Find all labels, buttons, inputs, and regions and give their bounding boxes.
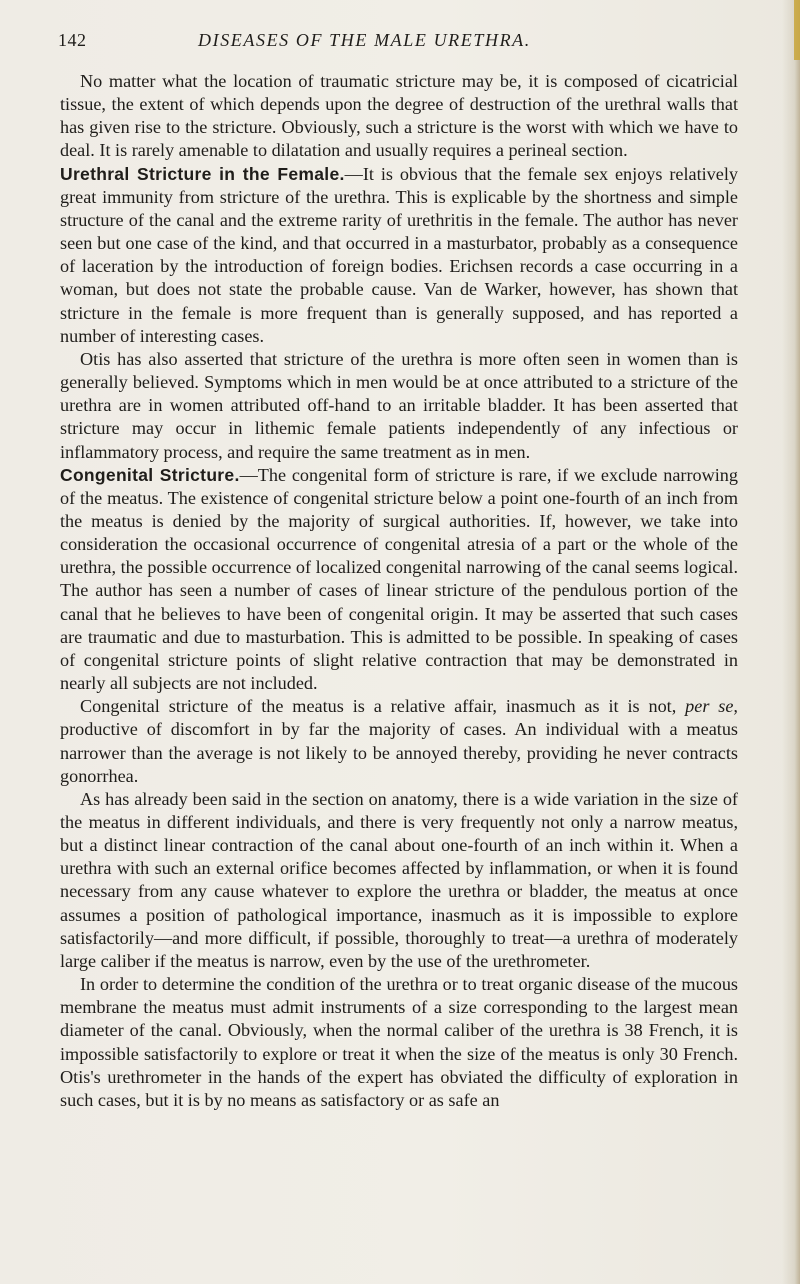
paragraph-congenital-stricture xyxy=(60,464,738,696)
paragraph-text: —The congenital form of stricture is rare, if we exclude narrowing of the meatus. The existence of congenital stricture below a point one-fourth of an inch from the meatus is denied by the majority of surgical authorities. If, however, we take into consideration the occasional occurrence of congenital atresia of a part or the whole of the urethra, the possible occurrence of localized congenital narrowing of the canal seems logical. The author has seen a number of cases of linear stricture of the pendulous portion of the canal that he believes to have been of congenital origin. It may be asserted that such cases are traumatic and due to masturbation. This is admitted to be possible. In speaking of cases of congenital stricture points of slight relative contraction that may be demonstrated in nearly all subjects are not included. xyxy=(60,464,738,694)
paragraph-text: Otis has also asserted that stricture of the urethra is more often seen in women than is generally believed. Symptoms which in men would be at once attributed to a stricture of the urethra are in women attributed off-hand to an irritable bladder. It has been asserted that stricture may occur in lithemic female patients independently of any infectious or inflammatory process, and require the same treatment as in men. xyxy=(60,348,738,462)
paragraph-meatus-variation xyxy=(60,788,738,973)
paragraph-text: Congenital stricture of the meatus is a relative affair, inasmuch as it is not, xyxy=(80,696,686,717)
paragraph-meatus-relative xyxy=(60,695,738,788)
paragraph-text: As has already been said in the section on anatomy, there is a wide variation in the size of the meatus in different individuals, and there is very frequently not only a narrow meatus, but a distinct linear contraction of the canal about one-fourth of an inch within it. When a urethra with such an external orifice becomes affected by inflammation, or when it is found necessary from any cause whatever to explore the urethra or bladder, the meatus at once assumes a position of pathological importance, inasmuch as it is impossible to explore satisfactorily—and more difficult, if possible, thoroughly to treat—a urethra of moderately large caliber if the meatus is narrow, even by the use of the urethrometer. xyxy=(60,788,738,971)
italic-phrase: per se, xyxy=(685,696,738,717)
section-heading-female: Urethral Stricture in the Female. xyxy=(60,163,345,184)
paragraph-traumatic-stricture xyxy=(60,70,738,163)
paragraph-otis xyxy=(60,348,738,464)
page-edge-shadow xyxy=(782,0,800,1284)
paragraph-text: productive of discomfort in by far the majority of cases. An individual with a meatus narrower than the average is not likely to be annoyed thereby, providing he never contracts gonorrhea. xyxy=(60,719,738,786)
page-header xyxy=(58,30,734,56)
paragraph-text: In order to determine the condition of the urethra or to treat organic disease of the mucous membrane the meatus must admit instruments of a size corresponding to the largest mean diameter of the canal. Obviously, when the normal caliber of the urethra is 38 French, it is impossible satisfactorily to explore or treat it when the size of the meatus is only 30 French. Otis's urethrometer in the hands of the expert has obviated the difficulty of exploration in such cases, but it is by no means as satisfactory or as safe an xyxy=(60,974,738,1110)
page-edge-mark xyxy=(794,0,800,60)
running-head: DISEASES OF THE MALE URETHRA. xyxy=(198,30,531,50)
paragraph-text: —It is obvious that the female sex enjoys relatively great immunity from stricture of the urethra. This is explicable by the shortness and simple structure of the canal and the extreme rarity of urethritis in the female. The author has never seen but one case of the kind, and that occurred in a masturbator, probably as a consequence of laceration by the introduction of foreign bodies. Erichsen records a case occurring in a woman, but does not state the probable cause. Van de Warker, however, has shown that stricture in the female is more frequent than is generally supposed, and has reported a number of interesting cases. xyxy=(60,163,738,346)
paragraph-caliber xyxy=(60,973,738,1112)
paragraph-text: No matter what the location of traumatic stricture may be, it is composed of cicatricial tissue, the extent of which depends upon the degree of destruction of the urethral walls that has given rise to the stricture. Obviously, such a stricture is the worst with which we have to deal. It is rarely amenable to dilatation and usually requires a perineal section. xyxy=(60,71,738,161)
page-number: 142 xyxy=(58,30,87,50)
section-heading-congenital: Congenital Stricture. xyxy=(60,464,240,485)
paragraph-female-stricture xyxy=(60,163,738,348)
body-text xyxy=(60,70,738,1112)
